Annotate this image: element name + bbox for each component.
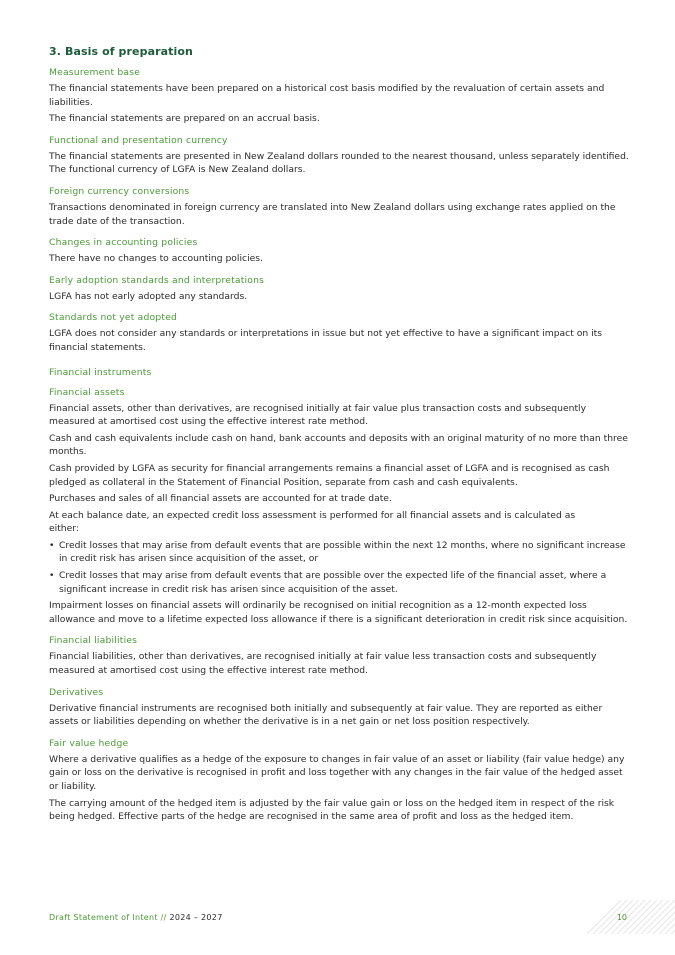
paragraph: At each balance date, an expected credit loss assessment is performed for all financial assets and is calculated as either:: [49, 509, 576, 535]
list-item-text: Credit losses that may arise from default events that are possible within the next 12 months, where no significant increase in credit risk has arisen since acquisition of the asset, or: [59, 539, 626, 565]
paragraph: Derivative financial instruments are recognised both initially and subsequently at fair value. They are reported as either assets or liabilities depending on whether the derivative is in a net gain or net loss position respectively.: [49, 702, 603, 728]
paragraph: Financial liabilities, other than derivatives, are recognised initially at fair value less transaction costs and subsequently measured at amortised cost using the effective interest rate method.: [49, 651, 597, 677]
list-item-text: Credit losses that may arise from default events that are possible over the expected life of the financial asset, where a significant increase in credit risk has arisen since acquisition of the asset.: [59, 570, 607, 595]
footer-years: 2024 – 2027: [169, 913, 223, 922]
page-number: 10: [616, 913, 627, 922]
standards-not-adopted-heading: Standards not yet adopted: [49, 312, 178, 324]
hatch-pattern-decoration: [587, 900, 675, 934]
paragraph: The financial statements are presented in New Zealand dollars rounded to the nearest thousand, unless separately identified. The functional currency of LGFA is New Zealand dollars.: [49, 150, 629, 176]
paragraph: LGFA has not early adopted any standards.: [49, 290, 248, 302]
paragraph: The financial statements are prepared on an accrual basis.: [49, 113, 320, 125]
paragraph: Impairment losses on financial assets will ordinarily be recognised on initial recognition as a 12-month expected loss allowance and move to a lifetime expected loss allowance if there is a significant deterioration in credit risk since acquisition.: [49, 600, 628, 625]
paragraph: There have no changes to accounting policies.: [49, 253, 263, 265]
paragraph: The financial statements have been prepared on a historical cost basis modified by the revaluation of certain assets and liabilities.: [49, 83, 605, 108]
paragraph: Financial assets, other than derivatives, are recognised initially at fair value plus transaction costs and subsequently measured at amortised cost using the effective interest rate method.: [49, 402, 587, 428]
changes-policies-heading: Changes in accounting policies: [49, 237, 198, 249]
list-item: [49, 569, 632, 596]
derivatives-heading: Derivatives: [49, 686, 104, 698]
measurement-base-heading: Measurement base: [49, 67, 141, 78]
early-adoption-heading: Early adoption standards and interpretations: [49, 274, 265, 286]
functional-currency-heading: Functional and presentation currency: [49, 134, 228, 146]
paragraph: The carrying amount of the hedged item is adjusted by the fair value gain or loss on the hedged item in respect of the risk being hedged. Effective parts of the hedge are recognised in the same area of profit and loss as the hedged item.: [49, 797, 615, 823]
list-item: [49, 539, 632, 566]
fair-value-hedge-heading: Fair value hedge: [49, 737, 129, 749]
document-body: [49, 45, 632, 827]
footer-doc-title: Draft Statement of Intent: [49, 913, 158, 922]
foreign-currency-heading: Foreign currency conversions: [49, 185, 190, 197]
paragraph: Cash and cash equivalents include cash on hand, bank accounts and deposits with an original maturity of no more than three months.: [49, 432, 628, 458]
paragraph: Where a derivative qualifies as a hedge of the exposure to changes in fair value of an asset or liability (fair value hedge) any gain or loss on the derivative is recognised in profit and loss together with any changes in the fair value of the hedged asset or liability.: [49, 753, 625, 792]
paragraph: Transactions denominated in foreign currency are translated into New Zealand dollars using exchange rates applied on the trade date of the transaction.: [49, 201, 616, 227]
footer-separator: //: [160, 913, 167, 922]
paragraph: LGFA does not consider any standards or interpretations in issue but not yet effective to have a significant impact on its financial statements.: [49, 328, 603, 353]
paragraph: Purchases and sales of all financial assets are accounted for at trade date.: [49, 493, 392, 505]
financial-instruments-heading: Financial instruments: [49, 366, 152, 378]
section-heading: 3. Basis of preparation: [49, 45, 193, 58]
bullet-icon: •: [49, 539, 55, 551]
bullet-list: [49, 539, 632, 596]
paragraph: Cash provided by LGFA as security for financial arrangements remains a financial asset of LGFA and is recognised as cash pledged as collateral in the Statement of Financial Position, separate from cash and cash equivalents.: [49, 462, 610, 488]
financial-assets-heading: Financial assets: [49, 386, 125, 398]
footer: [49, 913, 223, 922]
bullet-icon: •: [49, 570, 55, 582]
financial-liabilities-heading: Financial liabilities: [49, 635, 138, 647]
